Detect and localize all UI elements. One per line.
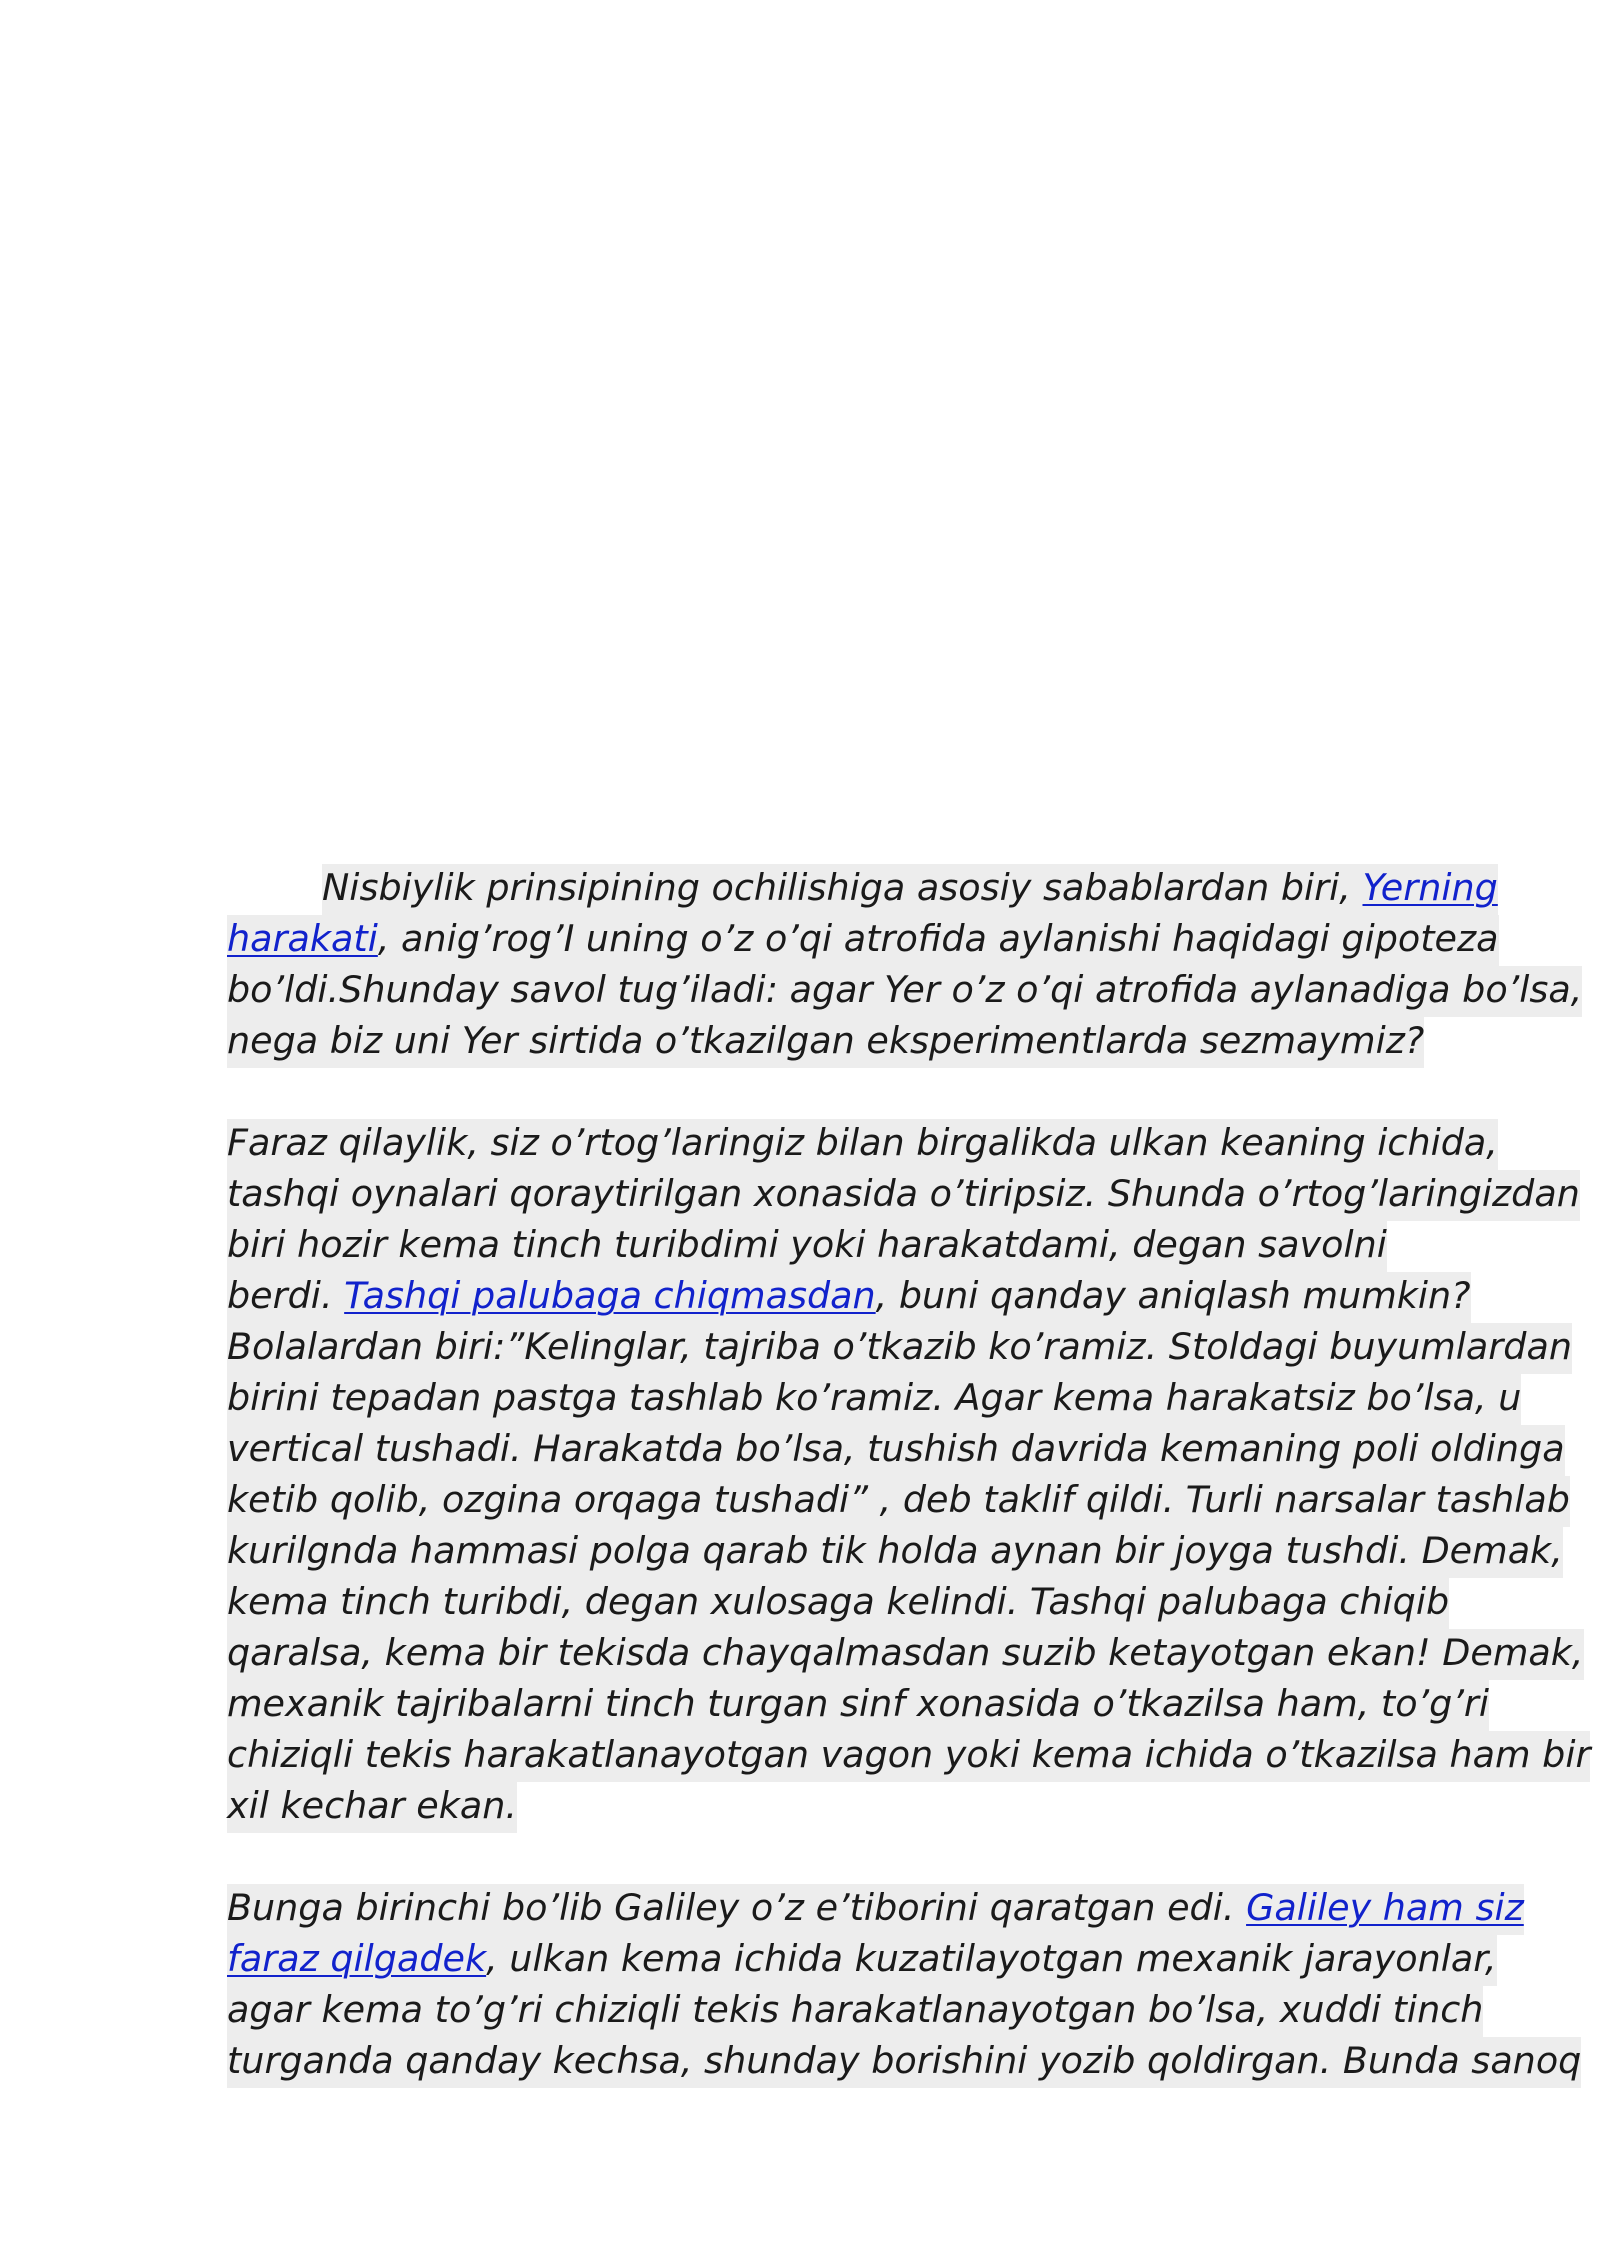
- text-run: kema tinch turibdi, degan xulosaga kelindi. Tashqi palubaga chiqib: [227, 1578, 1449, 1629]
- paragraph-line: [227, 1678, 1490, 1729]
- paragraph-line: [227, 913, 1499, 964]
- text-run: Bunga birinchi bo’lib Galiley o’z e’tiborini qaratgan edi.: [227, 1886, 1247, 1929]
- text-run: Nisbiylik prinsipining ochilishiga asosiy sabablardan biri,: [322, 866, 1363, 909]
- text-run: [227, 1272, 1471, 1323]
- text-run: vertical tushadi. Harakatda bo’lsa, tushish davrida kemaning poli oldinga: [227, 1425, 1565, 1476]
- text-run: Bolalardan biri:”Kelinglar, tajriba o’tkazib ko’ramiz. Stoldagi buyumlardan: [227, 1323, 1572, 1374]
- paragraph-line: [227, 1270, 1487, 1321]
- paragraph-line: [227, 1219, 1487, 1270]
- paragraph-line: [227, 1015, 1487, 1066]
- paragraph-line: [227, 1117, 1498, 1168]
- paragraph-line: [227, 1984, 1487, 2035]
- text-run: birini tepadan pastga tashlab ko’ramiz. Agar kema harakatsiz bo’lsa, u: [227, 1374, 1521, 1425]
- text-run: , ulkan kema ichida kuzatilayotgan mexanik jarayonlar,: [486, 1937, 1497, 1980]
- text-run: , buni qanday aniqlash mumkin?: [875, 1274, 1471, 1317]
- text-run: , anig’rog’I uning o’z o’qi atrofida aylanishi haqidagi gipoteza: [377, 917, 1499, 960]
- text-run: berdi.: [227, 1274, 345, 1317]
- text-run: [227, 1884, 1524, 1935]
- paragraph-line: [227, 1168, 1580, 1219]
- paragraph-1: [227, 862, 1583, 1066]
- text-run: Faraz qilaylik, siz o’rtog’laringiz bilan birgalikda ulkan keaning ichida,: [227, 1119, 1498, 1170]
- text-run: xil kechar ekan.: [227, 1782, 517, 1833]
- paragraph-line: [227, 1525, 1563, 1576]
- text-run: [227, 1935, 1497, 1986]
- paragraph-line: [227, 1321, 1572, 1372]
- paragraph-2: [227, 1117, 1591, 1831]
- text-run: tashqi oynalari qoraytirilgan xonasida o’tiripsiz. Shunda o’rtog’laringizdan: [227, 1170, 1580, 1221]
- paragraph-line: [227, 1576, 1487, 1627]
- text-run: bo’ldi.Shunday savol tug’iladi: agar Yer o’z o’qi atrofida aylanadiga bo’lsa,: [227, 966, 1582, 1017]
- text-run: kurilgnda hammasi polga qarab tik holda aynan bir joyga tushdi. Demak,: [227, 1527, 1563, 1578]
- text-run: [227, 915, 1499, 966]
- text-run: qaralsa, kema bir tekisda chayqalmasdan suzib ketayotgan ekan! Demak,: [227, 1629, 1584, 1680]
- text-run: [322, 864, 1498, 915]
- paragraph-line: [227, 964, 1583, 1015]
- paragraph-line: [227, 1882, 1524, 1933]
- text-run: mexanik tajribalarni tinch turgan sinf xonasida o’tkazilsa ham, to’g’ri: [227, 1680, 1489, 1731]
- paragraph-line: [227, 1780, 1487, 1831]
- text-run: agar kema to’g’ri chiziqli tekis harakatlanayotgan bo’lsa, xuddi tinch: [227, 1986, 1483, 2037]
- link-galiley-ham-siz[interactable]: Galiley ham siz: [1246, 1886, 1524, 1929]
- paragraph-line: [227, 1627, 1584, 1678]
- text-run: turganda qanday kechsa, shunday borishini yozib qoldirgan. Bunda sanoq: [227, 2037, 1581, 2088]
- paragraph-3: [227, 1882, 1582, 2086]
- paragraph-line: [227, 2035, 1582, 2086]
- paragraph-line: [227, 1933, 1497, 1984]
- paragraph-line: [227, 1474, 1570, 1525]
- paragraph-line: [227, 1729, 1591, 1780]
- text-run: chiziqli tekis harakatlanayotgan vagon yoki kema ichida o’tkazilsa ham bir: [227, 1731, 1590, 1782]
- link-yerning-harakati[interactable]: Yerning: [1362, 866, 1498, 909]
- paragraph-line: [227, 862, 1498, 913]
- paragraph-line: [227, 1372, 1522, 1423]
- text-run: biri hozir kema tinch turibdimi yoki harakatdami, degan savolni: [227, 1221, 1387, 1272]
- link-tashqi-palubaga[interactable]: Tashqi palubaga chiqmasdan: [344, 1274, 876, 1317]
- text-run: nega biz uni Yer sirtida o’tkazilgan eksperimentlarda sezmaymiz?: [227, 1017, 1424, 1068]
- link-yerning-harakati-continued[interactable]: harakati: [227, 917, 378, 960]
- text-run: ketib qolib, ozgina orqaga tushadi” , deb taklif qildi. Turli narsalar tashlab: [227, 1476, 1570, 1527]
- document-body: [227, 862, 1591, 2086]
- link-galiley-ham-siz-continued[interactable]: faraz qilgadek: [227, 1937, 487, 1980]
- paragraph-line: [227, 1423, 1565, 1474]
